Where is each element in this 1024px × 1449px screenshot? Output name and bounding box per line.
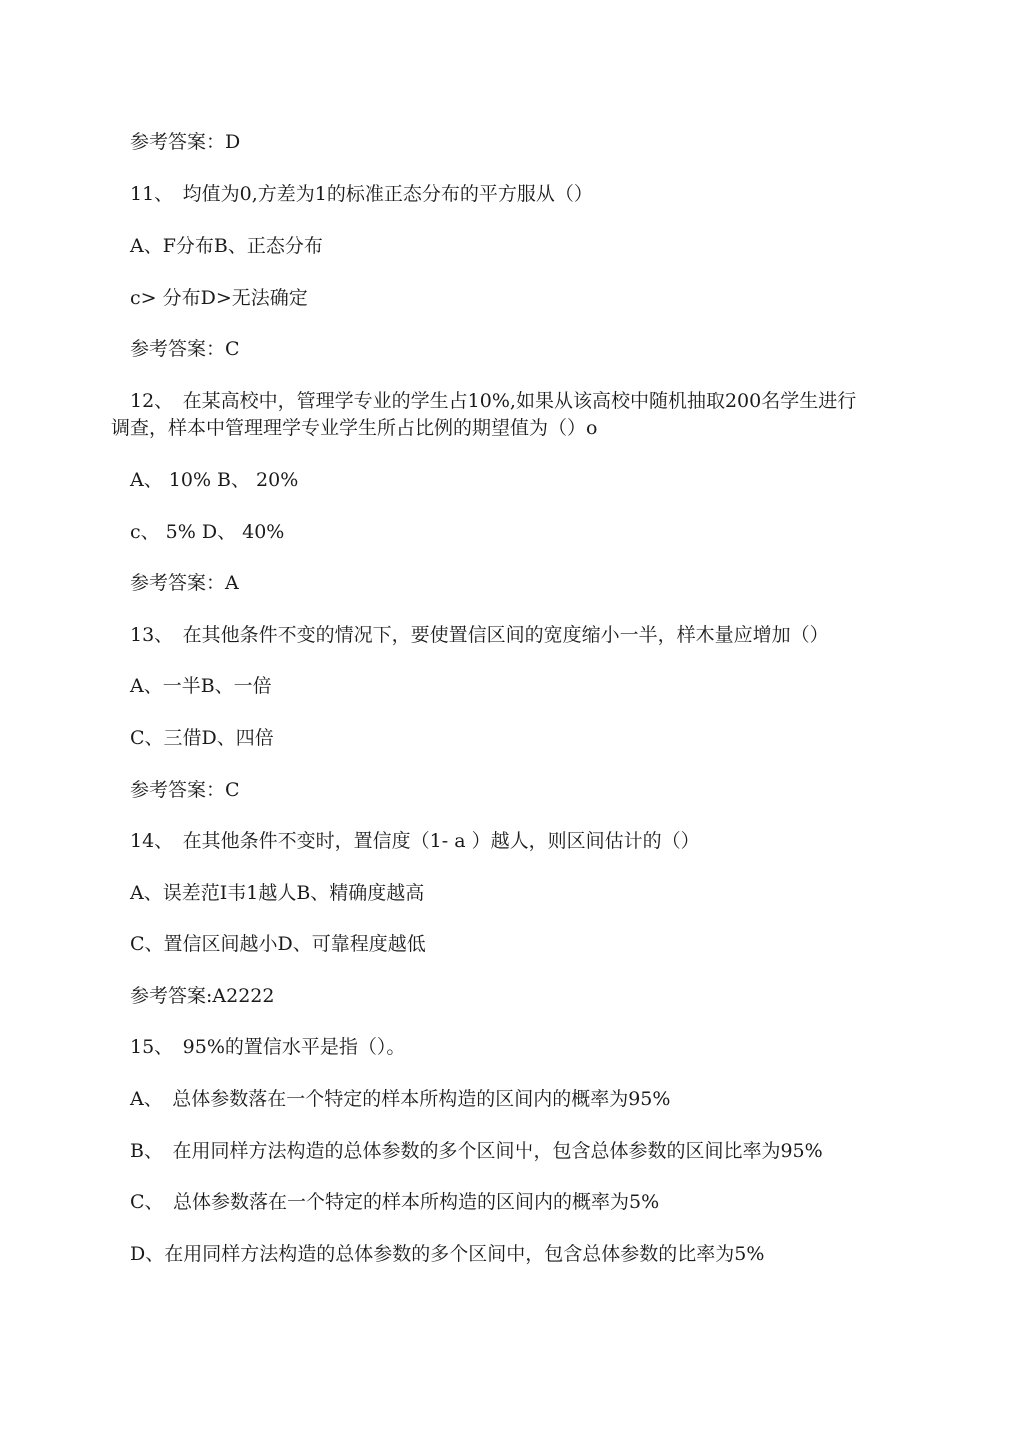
options-13-cd: C、三借D、四倍 — [130, 727, 274, 749]
options-12-cd: c、 5% D、 40% — [130, 521, 285, 543]
option-15-a: A、 总体参数落在一个特定的样本所构造的区间内的概率为95% — [130, 1088, 671, 1110]
answer-12: 参考答案：A — [130, 572, 239, 594]
question-11: 11、 均值为0,方差为1的标准正态分布的平方服从（） — [130, 183, 593, 205]
option-15-b: B、 在用同样方法构造的总体参数的多个区间屮，包含总体参数的区间比率为95% — [130, 1140, 823, 1162]
options-12-ab: A、 10% B、 20% — [130, 469, 299, 491]
option-15-d: D、在用同样方法构造的总体参数的多个区间中，包含总体参数的比率为5% — [130, 1243, 765, 1265]
options-14-cd: C、置信区间越小D、可靠程度越低 — [130, 933, 426, 955]
answer-14: 参考答案:A2222 — [130, 985, 275, 1007]
answer-10: 参考答案：D — [130, 131, 241, 153]
options-11-ab: A、F分布B、正态分布 — [130, 235, 323, 257]
options-13-ab: A、一半B、一倍 — [130, 675, 272, 697]
option-15-c: C、 总体参数落在一个特定的样本所构造的区间内的概率为5% — [130, 1191, 660, 1213]
answer-13: 参考答案：C — [130, 779, 240, 801]
question-14: 14、 在其他条件不变时，置信度（1- a ）越人，则区间估计的（） — [130, 830, 700, 852]
question-12-line2: 调查，样本中管理理学专业学生所占比例的期望值为（）o — [111, 417, 598, 439]
question-13: 13、 在其他条件不变的情况下，要使置信区间的宽度缩小一半，样木量应增加（） — [130, 624, 829, 646]
options-11-cd: c> 分布D>无法确定 — [130, 287, 308, 309]
answer-11: 参考答案：C — [130, 338, 240, 360]
question-12-line1: 12、 在某高校中，管理学专业的学生占10%,如果从该高校中随机抽取200名学生进行 — [130, 390, 857, 412]
question-15: 15、 95%的置信水平是指（）。 — [130, 1036, 406, 1058]
options-14-ab: A、误差范I韦1越人B、精确度越高 — [130, 882, 425, 904]
